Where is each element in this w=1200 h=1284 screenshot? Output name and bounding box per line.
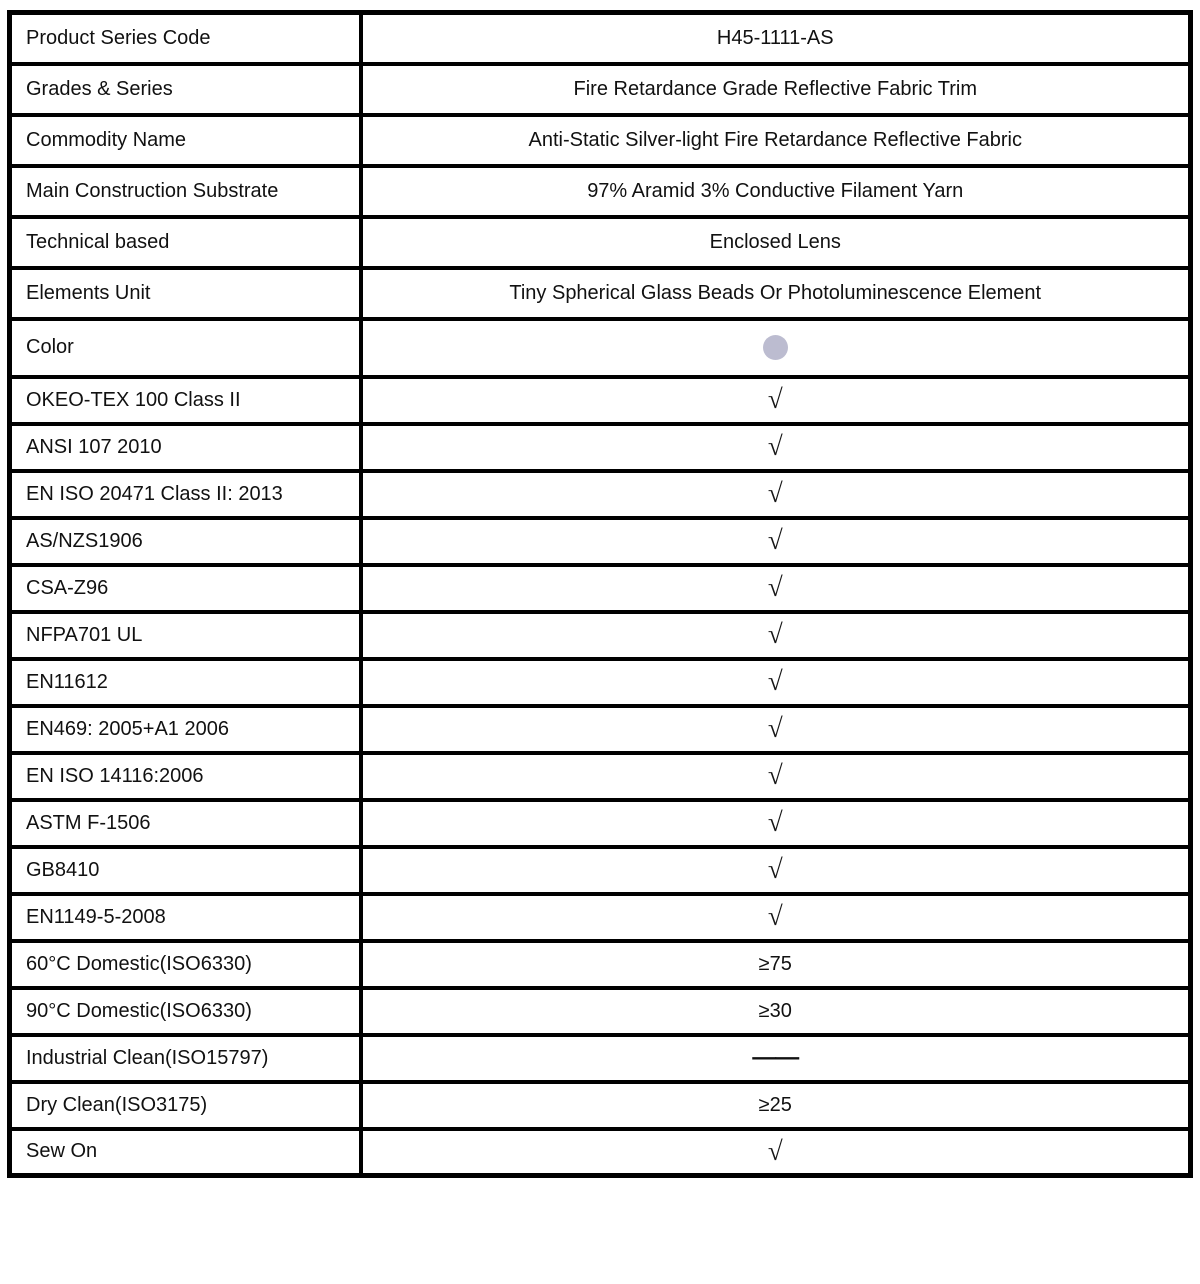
row-value-checkmark: √ (361, 1129, 1191, 1176)
table-row (10, 424, 1191, 471)
row-value: Enclosed Lens (361, 217, 1191, 268)
row-label: Product Series Code (10, 13, 361, 64)
row-value: H45-1111-AS (361, 13, 1191, 64)
row-label: Industrial Clean(ISO15797) (10, 1035, 361, 1082)
table-row (10, 166, 1191, 217)
row-value: Tiny Spherical Glass Beads Or Photoluminescence Element (361, 268, 1191, 319)
row-label: GB8410 (10, 847, 361, 894)
row-label: OKEO-TEX 100 Class II (10, 377, 361, 424)
row-value-checkmark: √ (361, 753, 1191, 800)
row-label: Color (10, 319, 361, 377)
row-value-dash: —— (361, 1035, 1191, 1082)
row-label: EN ISO 20471 Class II: 2013 (10, 471, 361, 518)
row-value-checkmark: √ (361, 612, 1191, 659)
table-row (10, 988, 1191, 1035)
row-label: Main Construction Substrate (10, 166, 361, 217)
row-label: EN ISO 14116:2006 (10, 753, 361, 800)
row-label: CSA-Z96 (10, 565, 361, 612)
row-value-checkmark: √ (361, 894, 1191, 941)
table-row (10, 1129, 1191, 1176)
table-row (10, 1035, 1191, 1082)
table-row (10, 894, 1191, 941)
table-row (10, 64, 1191, 115)
row-label: NFPA701 UL (10, 612, 361, 659)
row-label: Dry Clean(ISO3175) (10, 1082, 361, 1129)
row-label: Technical based (10, 217, 361, 268)
table-row (10, 565, 1191, 612)
table-row (10, 518, 1191, 565)
table-row (10, 941, 1191, 988)
row-value: ≥25 (361, 1082, 1191, 1129)
row-label: 60°C Domestic(ISO6330) (10, 941, 361, 988)
table-row (10, 217, 1191, 268)
row-value-checkmark: √ (361, 471, 1191, 518)
row-value (361, 319, 1191, 377)
table-row (10, 13, 1191, 64)
table-row (10, 706, 1191, 753)
row-label: Grades & Series (10, 64, 361, 115)
row-value-checkmark: √ (361, 847, 1191, 894)
row-value-checkmark: √ (361, 659, 1191, 706)
row-value-checkmark: √ (361, 706, 1191, 753)
table-row (10, 115, 1191, 166)
row-label: Sew On (10, 1129, 361, 1176)
row-value-checkmark: √ (361, 800, 1191, 847)
row-value: 97% Aramid 3% Conductive Filament Yarn (361, 166, 1191, 217)
row-value-checkmark: √ (361, 377, 1191, 424)
row-value: ≥30 (361, 988, 1191, 1035)
table-row (10, 659, 1191, 706)
row-label: ASTM F-1506 (10, 800, 361, 847)
row-value-checkmark: √ (361, 565, 1191, 612)
color-swatch-dot (763, 335, 788, 360)
row-value-checkmark: √ (361, 518, 1191, 565)
table-row (10, 471, 1191, 518)
row-label: EN1149-5-2008 (10, 894, 361, 941)
table-row (10, 800, 1191, 847)
row-value: Fire Retardance Grade Reflective Fabric Trim (361, 64, 1191, 115)
table-row (10, 612, 1191, 659)
table-row (10, 1082, 1191, 1129)
row-label: ANSI 107 2010 (10, 424, 361, 471)
table-row (10, 753, 1191, 800)
row-value: ≥75 (361, 941, 1191, 988)
row-label: Commodity Name (10, 115, 361, 166)
table-row (10, 377, 1191, 424)
table-row-color (10, 319, 1191, 377)
row-label: EN11612 (10, 659, 361, 706)
row-label: Elements Unit (10, 268, 361, 319)
row-value: Anti-Static Silver-light Fire Retardance Reflective Fabric (361, 115, 1191, 166)
table-row (10, 268, 1191, 319)
row-label: 90°C Domestic(ISO6330) (10, 988, 361, 1035)
row-label: EN469: 2005+A1 2006 (10, 706, 361, 753)
row-value-checkmark: √ (361, 424, 1191, 471)
product-spec-table (7, 10, 1193, 1178)
table-row (10, 847, 1191, 894)
row-label: AS/NZS1906 (10, 518, 361, 565)
